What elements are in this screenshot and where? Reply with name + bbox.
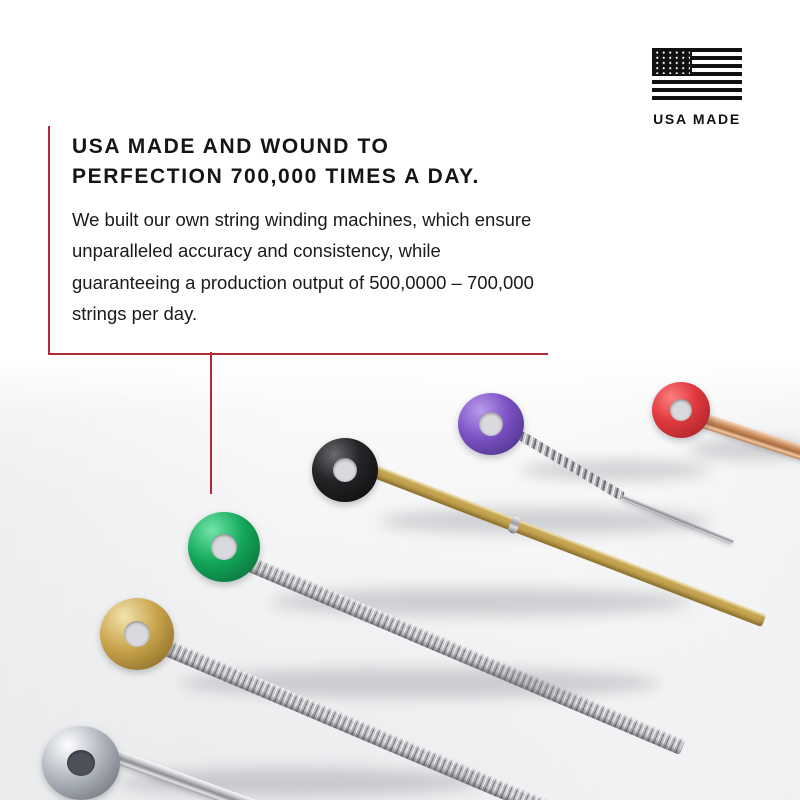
ball-end-gold bbox=[100, 598, 174, 670]
ball-end-hole bbox=[479, 412, 503, 436]
usa-made-label: USA MADE bbox=[653, 111, 741, 127]
ball-end-hole bbox=[124, 621, 150, 647]
callout-heading: USA MADE AND WOUND TO PERFECTION 700,000 TIMES A DAY. bbox=[72, 135, 480, 188]
usa-made-badge bbox=[642, 48, 752, 127]
flag-canton bbox=[652, 48, 692, 76]
callout-block bbox=[48, 126, 548, 355]
ball-end-hole bbox=[333, 458, 357, 482]
callout-leader-line bbox=[210, 352, 212, 494]
ball-end-hole bbox=[211, 534, 237, 560]
usa-flag-icon bbox=[652, 48, 742, 100]
strings-photo bbox=[0, 360, 800, 800]
ball-end-hole bbox=[67, 750, 95, 776]
ball-end-green bbox=[188, 512, 260, 582]
ball-end-silver bbox=[42, 726, 120, 800]
ball-end-black bbox=[312, 438, 378, 502]
ball-end-red bbox=[652, 382, 710, 438]
string-shadow bbox=[520, 460, 710, 480]
ball-end-hole bbox=[670, 399, 692, 421]
ball-end-purple bbox=[458, 393, 524, 455]
callout-body: We built our own string winding machines, which ensure unparalleled accuracy and consistency, while guaranteeing a production output of 500,0000 – 700,000 strings per day. bbox=[72, 208, 534, 324]
